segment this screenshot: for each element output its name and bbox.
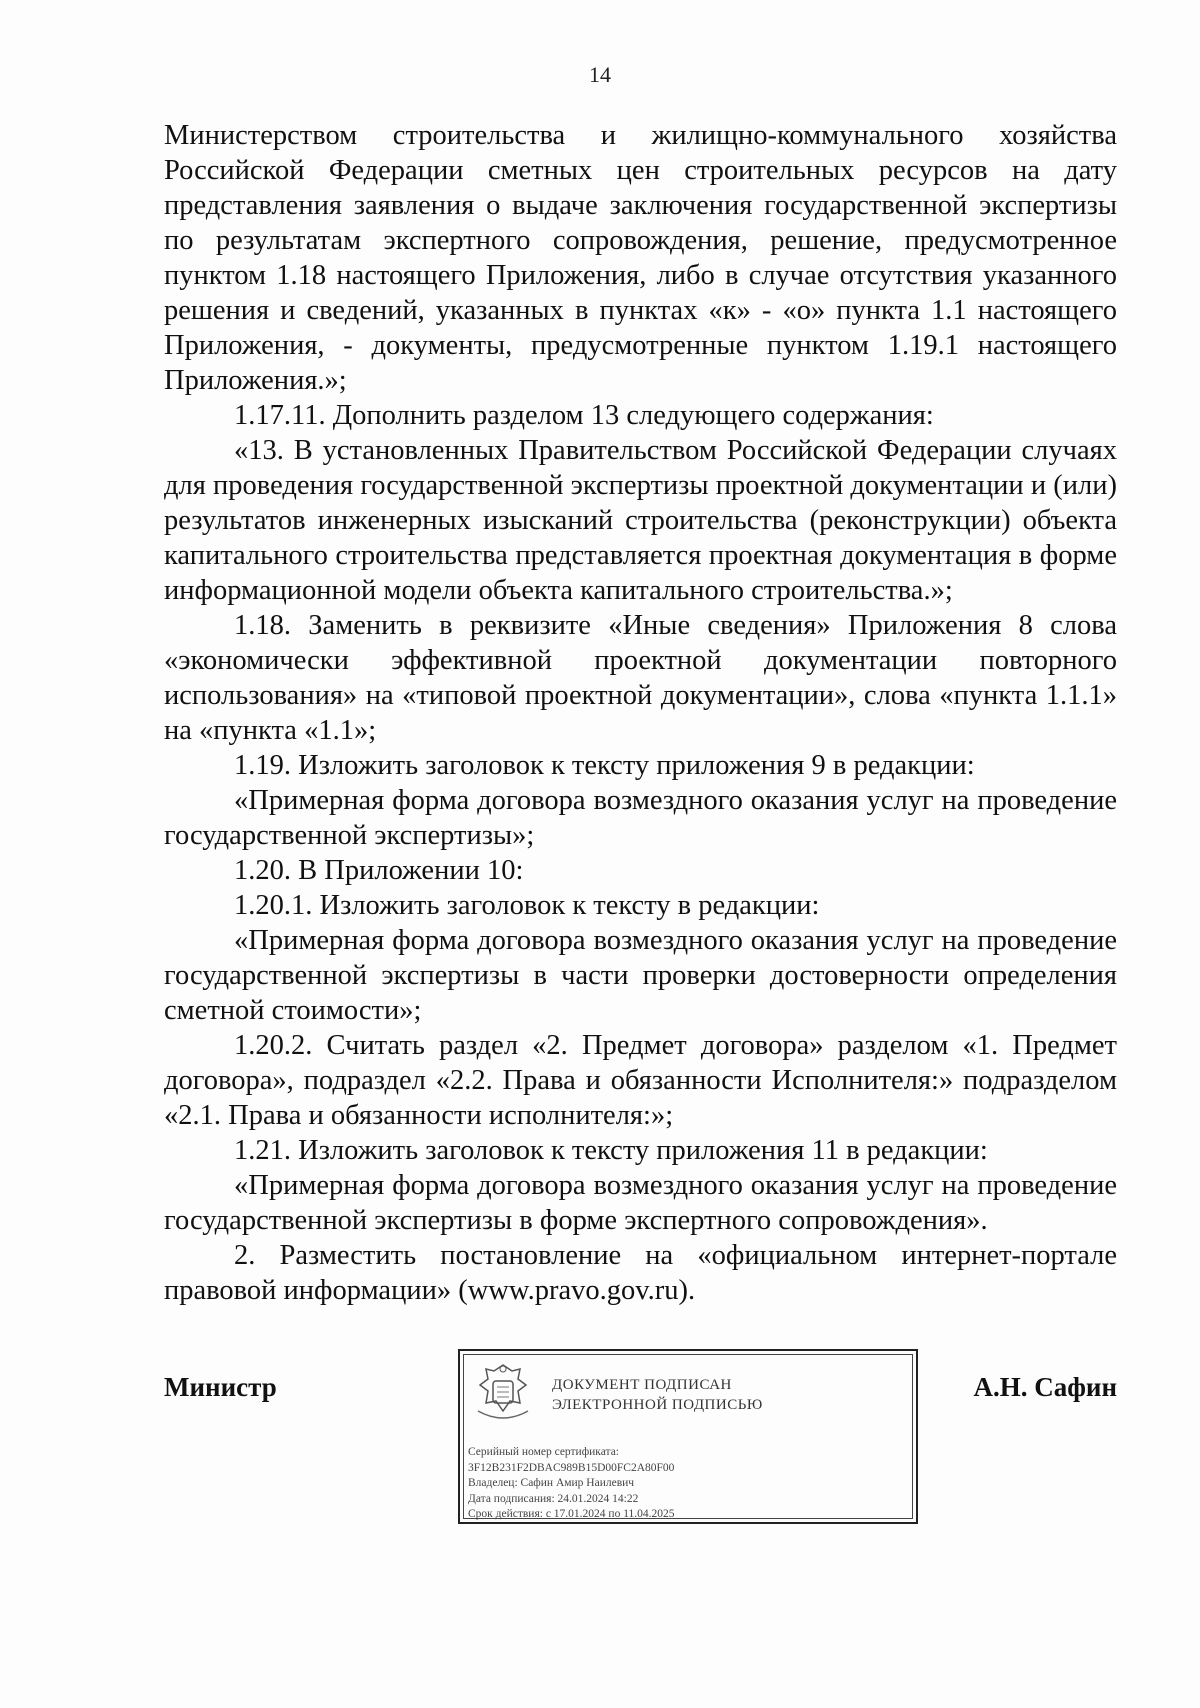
signature-block bbox=[164, 1372, 1117, 1542]
stamp-signed-date: Дата подписания: 24.01.2024 14:22 bbox=[468, 1492, 639, 1505]
paragraph: 1.20.1. Изложить заголовок к тексту в редакции: bbox=[234, 890, 820, 921]
paragraph: 1.20. В Приложении 10: bbox=[234, 855, 524, 886]
paragraph: «Примерная форма договора возмездного оказания услуг на проведение государственной экспертизы»; bbox=[164, 785, 1117, 851]
paragraph: «Примерная форма договора возмездного оказания услуг на проведение государственной экспертизы в части проверки достоверности определения сметной стоимости»; bbox=[164, 925, 1117, 1026]
stamp-details bbox=[468, 1445, 675, 1523]
electronic-signature-stamp bbox=[458, 1349, 918, 1524]
paragraph: 2. Разместить постановление на «официальном интернет-портале правовой информации» (www.pravo.gov.ru). bbox=[164, 1240, 1117, 1306]
paragraph: 1.21. Изложить заголовок к тексту приложения 11 в редакции: bbox=[234, 1135, 988, 1166]
stamp-title bbox=[552, 1375, 763, 1415]
signer-name: А.Н. Сафин bbox=[973, 1372, 1117, 1402]
stamp-owner: Владелец: Сафин Амир Наилевич bbox=[468, 1477, 635, 1489]
paragraph: 1.20.2. Считать раздел «2. Предмет договора» разделом «1. Предмет договора», подраздел «2.2. Права и обязанности Исполнителя:» подразделом «2.1. Права и обязанности исполнителя:»; bbox=[164, 1030, 1117, 1131]
stamp-title-line: ЭЛЕКТРОННОЙ ПОДПИСЬЮ bbox=[552, 1397, 763, 1413]
document-body bbox=[164, 118, 1117, 1308]
stamp-validity: Срок действия: с 17.01.2024 по 11.04.2025 bbox=[468, 1508, 675, 1520]
stamp-cert-label: Серийный номер сертификата: bbox=[468, 1446, 619, 1458]
stamp-serial: 3F12B231F2DBAC989B15D00FC2A80F00 bbox=[468, 1461, 675, 1474]
paragraph: Министерством строительства и жилищно-коммунального хозяйства Российской Федерации сметных цен строительных ресурсов на дату представления заявления о выдаче заключения государственной экспертизы по результатам экспертного сопровождения, решение, предусмотренное пунктом 1.18 настоящего Приложения, либо в случае отсутствия указанного решения и сведений, указанных в пунктах «к» - «о» пункта 1.1 настоящего Приложения, - документы, предусмотренные пунктом 1.19.1 настоящего Приложения.»; bbox=[164, 120, 1117, 396]
signer-position: Министр bbox=[164, 1372, 277, 1402]
page-number: 14 bbox=[589, 62, 611, 87]
paragraph: 1.19. Изложить заголовок к тексту приложения 9 в редакции: bbox=[234, 750, 975, 781]
coat-of-arms-icon bbox=[468, 1361, 538, 1427]
paragraph: «Примерная форма договора возмездного оказания услуг на проведение государственной экспертизы в форме экспертного сопровождения». bbox=[164, 1170, 1117, 1236]
paragraph: «13. В установленных Правительством Российской Федерации случаях для проведения государственной экспертизы проектной документации и (или) результатов инженерных изысканий строительства (реконструкции) объекта капитального строительства представляется проектная документация в форме информационной модели объекта капитального строительства.»; bbox=[164, 435, 1117, 606]
paragraph: 1.18. Заменить в реквизите «Иные сведения» Приложения 8 слова «экономически эффективной проектной документации повторного использования» на «типовой проектной документации», слова «пункта 1.1.1» на «пункта «1.1»; bbox=[164, 610, 1117, 746]
paragraph: 1.17.11. Дополнить разделом 13 следующего содержания: bbox=[234, 400, 934, 431]
stamp-title-line: ДОКУМЕНТ ПОДПИСАН bbox=[552, 1377, 732, 1393]
